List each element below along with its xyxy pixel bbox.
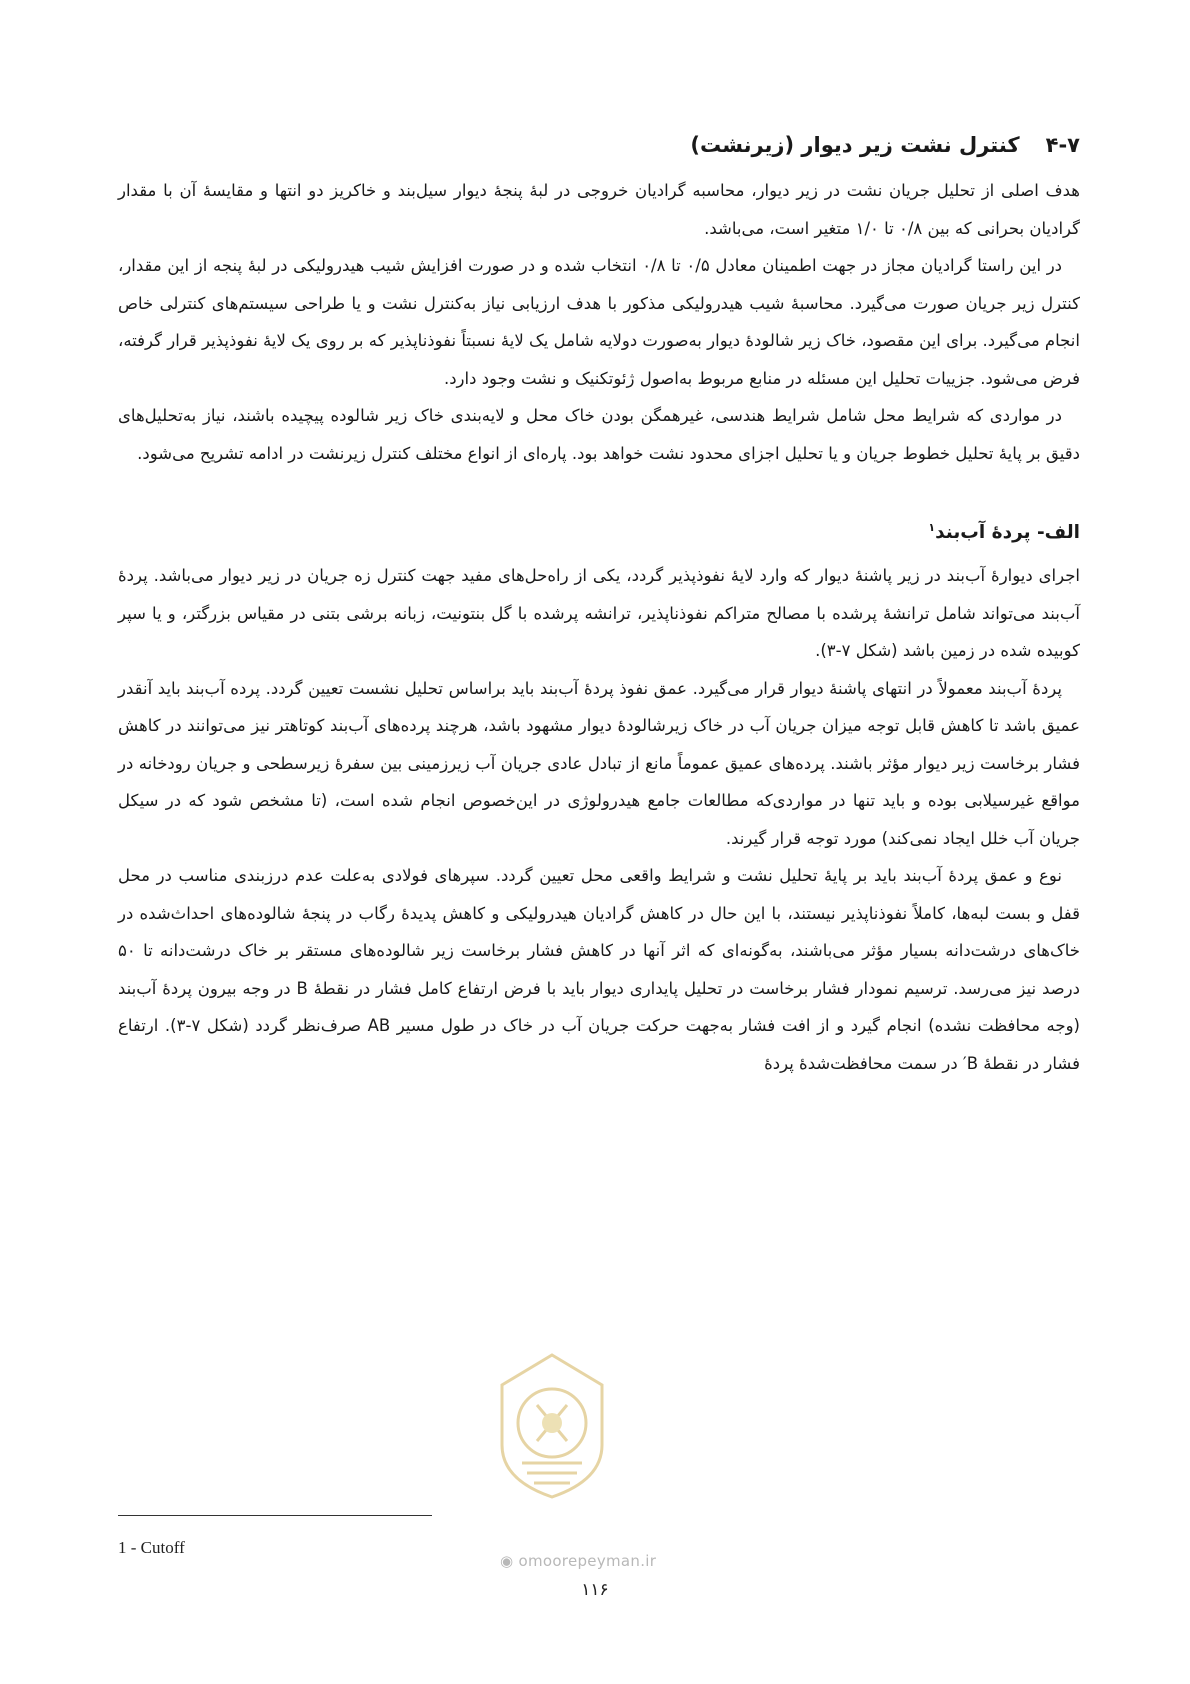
- footnote-marker: ۱: [928, 521, 936, 534]
- paragraph-sub-2: پردهٔ آب‌بند معمولاً در انتهای پاشنهٔ دیوار قرار می‌گیرد. عمق نفوذ پردهٔ آب‌بند باید براساس تحلیل نشست تعیین گردد. پرده آب‌بند باید آنقدر عمیق باشد تا کاهش قابل توجه میزان جریان آب در خاک زیرشالودهٔ دیوار مشهود باشد، هرچند پرده‌های آب‌بند کوتاهتر نیز می‌توانند در کاهش فشار برخاست زیر دیوار مؤثر باشند. پرده‌های عمیق عموماً مانع از تبادل عادی جریان آب زیرزمینی بین سفرهٔ زیرسطحی و جریان رودخانه در مواقع غیرسیلابی بوده و باید تنها در مواردی‌که مطالعات جامع هیدرولوژی در این‌خصوص انجام شده است، (تا مشخص شود که در سیکل جریان آب خلل ایجاد نمی‌کند) مورد توجه قرار گیرند.: [118, 678, 1080, 848]
- section-title: کنترل نشت زیر دیوار (زیرنشت): [690, 133, 1020, 157]
- subsection-title: الف- پردهٔ آب‌بند: [935, 522, 1080, 544]
- paragraph-intro-1: هدف اصلی از تحلیل جریان نشت در زیر دیوار، محاسبه گرادیان خروجی در لبهٔ پنجهٔ دیوار سیل‌بند و خاکریز دو انتها و مقایسهٔ آن با مقدار گرادیان بحرانی که بین ۰/۸ تا ۱/۰ متغیر است، می‌باشد.: [118, 181, 1080, 238]
- footnote-divider: [118, 1515, 432, 1516]
- paragraph-sub-3: نوع و عمق پردهٔ آب‌بند باید بر پایهٔ تحلیل نشت و شرایط واقعی محل تعیین گردد. سپرهای فولادی به‌علت عدم درزبندی مناسب در محل قفل و بست لبه‌ها، کاملاً نفوذناپذیر نیستند، با این حال در کاهش گرادیان هیدرولیکی و کاهش پدیدهٔ رگاب در پنجهٔ شالوده‌های احداث‌شده در خاک‌های درشت‌دانه بسیار مؤثر می‌باشند، به‌گونه‌ای که اثر آنها در کاهش فشار برخاست زیر شالوده‌های مستقر بر خاک درشت‌دانه تا ۵۰ درصد نیز می‌رسد. ترسیم نمودار فشار برخاست در تحلیل پایداری دیوار باید با فرض ارتفاع کامل فشار در نقطهٔ B در وجه بیرون پردهٔ آب‌بند (وجه محافظت نشده) انجام گیرد و از افت فشار به‌جهت حرکت جریان آب در خاک در طول مسیر AB صرف‌نظر گردد (شکل ۷-۳). ارتفاع فشار در نقطهٔ B′ در سمت محافظت‌شدهٔ پردهٔ: [118, 866, 1080, 1073]
- paragraph-intro-2: در این راستا گرادیان مجاز در جهت اطمینان معادل ۰/۵ تا ۰/۸ انتخاب شده و در صورت افزایش شیب هیدرولیکی در لبهٔ پنجه از این مقدار، کنترل زیر جریان صورت می‌گیرد. محاسبهٔ شیب هیدرولیکی مذکور با هدف ارزیابی نیاز به‌کنترل نشت و یا طراحی سیستم‌های کنترلی خاص انجام می‌گیرد. برای این مقصود، خاک زیر شالودهٔ دیوار به‌صورت دولایه شامل یک لایهٔ نسبتاً نفوذناپذیر که بر روی یک لایهٔ نفوذپذیر قرار گرفته، فرض می‌شود. جزییات تحلیل این مسئله در منابع مربوط به‌اصول ژئوتکنیک و نشت وجود دارد.: [118, 256, 1080, 388]
- watermark-url: [500, 1552, 656, 1570]
- page-number: ۱۱۶: [581, 1580, 609, 1600]
- paragraph-intro-3: در مواردی که شرایط محل شامل شرایط هندسی، غیرهمگن بودن خاک محل و لایه‌بندی خاک زیر شالوده پیچیده باشند، نیاز به‌تحلیل‌های دقیق بر پایهٔ تحلیل خطوط جریان و یا تحلیل اجزای محدود نشت خواهد بود. پاره‌ای از انواع مختلف کنترل زیرنشت در ادامه تشریح می‌شود.: [118, 406, 1080, 463]
- footnote: 1 - Cutoff: [118, 1538, 185, 1557]
- subsection-heading: [118, 510, 1080, 551]
- watermark-url-text: omoorepeyman.ir: [518, 1552, 657, 1570]
- watermark-globe-icon: ◉: [500, 1552, 514, 1570]
- page-content: [118, 128, 1080, 1082]
- section-number: ۴-۷: [1045, 133, 1080, 157]
- section-heading: [118, 128, 1080, 162]
- paragraph-sub-1: اجرای دیوارهٔ آب‌بند در زیر پاشنهٔ دیوار که وارد لایهٔ نفوذپذیر گردد، یکی از راه‌حل‌های مفید جهت کنترل زه جریان در زیر دیوار می‌باشد. پردهٔ آب‌بند می‌تواند شامل ترانشهٔ پرشده با مصالح متراکم نفوذناپذیر، ترانشه پرشده با گل بنتونیت، زبانه برشی بتنی در مقیاس بزرگتر، و یا سپر کوبیده شده در زمین باشد (شکل ۷-۳).: [118, 566, 1080, 661]
- watermark-seal-icon: [482, 1345, 622, 1505]
